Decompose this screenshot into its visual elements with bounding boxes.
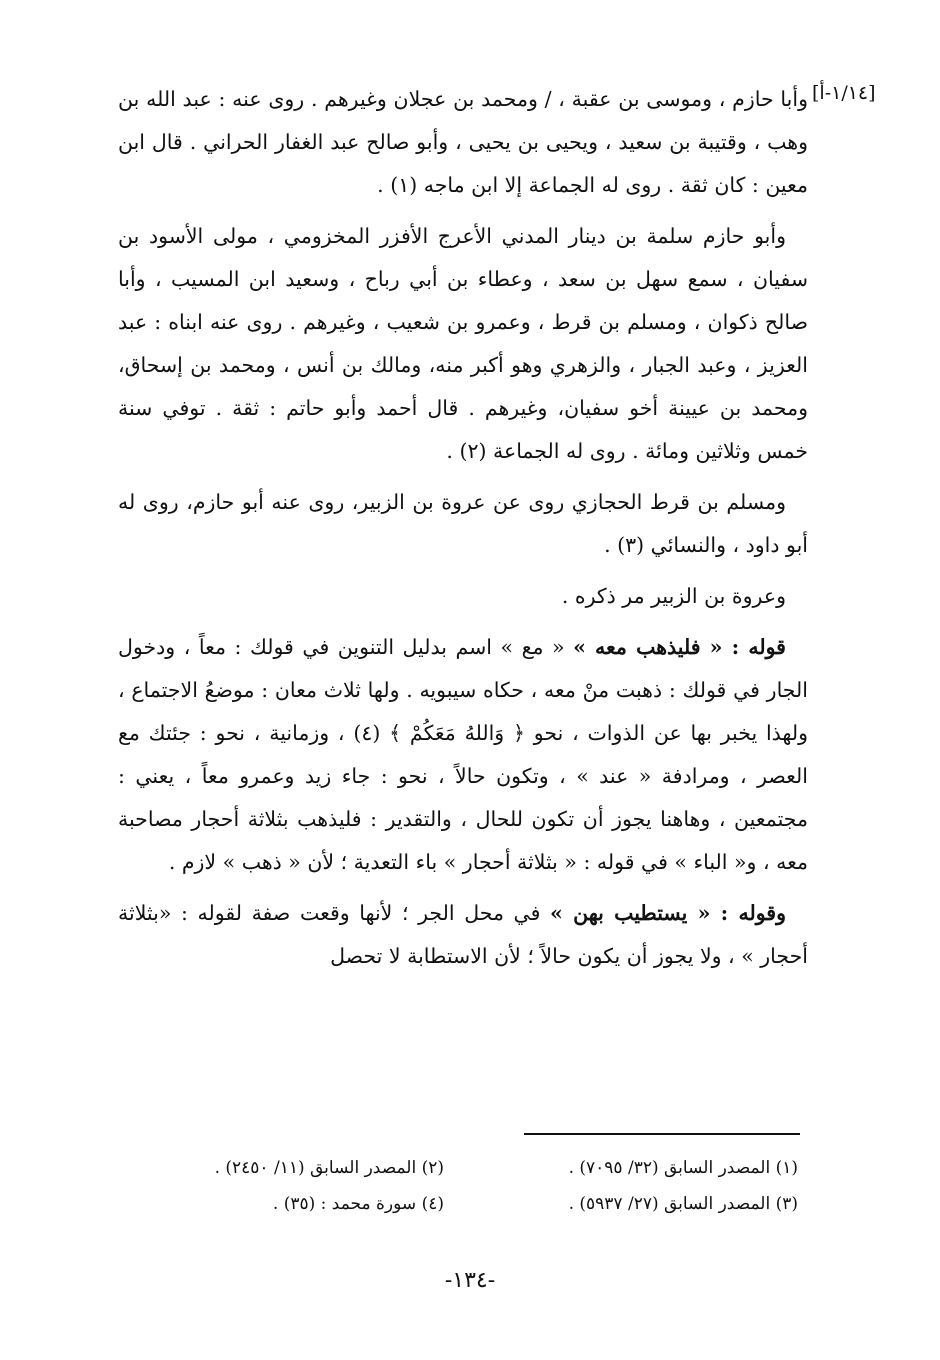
- text-line: الأسود بن سفيان ، سمع سهل بن سعد ، وعطاء بن أبي رباح ، وسعيد: [118, 224, 808, 291]
- text-line: روى له الجماعة (٢) .: [446, 439, 626, 463]
- footnote-3: (٣) المصدر السابق (٢٧/ ٥٩٣٧) .: [568, 1194, 798, 1214]
- text-line: وعروة بن الزبير مر ذكره .: [561, 584, 786, 608]
- text-line: وغيرهم . قال أحمد وأبو حاتم : ثقة . توفي سنة خمس وثلاثين ومائة .: [118, 396, 808, 463]
- text-line: وتكون حالاً ، نحو : جاء زيد وعمرو معاً ، يعني : مجتمعين ، وهاهنا: [118, 764, 808, 831]
- paragraph-muslim-bin-qurt: [118, 481, 808, 567]
- footnote-divider: [524, 1133, 800, 1135]
- text-line: « مع » اسم بدليل التنوين في قولك : معاً ،: [183, 635, 574, 659]
- text-line: وأبو حازم سلمة بن دينار المدني الأعرج الأفزر المخزومي ، مولى: [212, 224, 786, 248]
- margin-folio-reference: [١/١٤-أ]: [812, 82, 876, 104]
- text-line: ودخول الجار في قولك : ذهبت منْ معه ، حكاه سيبويه . ولها ثلاث: [118, 635, 808, 702]
- text-line: و« الباء » في قوله : « بثلاثة أحجار » باء التعدية ؛ لأن « ذهب » لازم .: [168, 850, 757, 874]
- text-line: عنه : عبد الله بن وهب ، وقتيبة بن سعيد ، ويحيى بن يحيى ،: [118, 87, 808, 154]
- text-line: يجوز أن تكون للحال ، والتقدير : فليذهب بثلاثة أحجار مصاحبة معه ،: [118, 807, 808, 874]
- text-line: معان : موضعُ الاجتماع ، ولهذا يخبر بها عن الذوات ، نحو ﴿ وَاللهُ: [118, 678, 808, 745]
- text-line: الجماعة إلا ابن ماجه (١) .: [377, 173, 596, 197]
- text-line: وأبا حازم ، وموسى بن عقبة ، / ومحمد بن عجلان وغيرهم . روى: [268, 87, 808, 111]
- text-line: في محل الجر ؛ لأنها وقعت صفة لقوله :: [181, 901, 551, 925]
- text-line: «بثلاثة أحجار » ، ولا يجوز أن يكون حالاً ؛ لأن الاستطابة لا تحصل: [118, 901, 808, 968]
- page-number: -١٣٤-: [444, 1268, 496, 1293]
- paragraph-salama-bin-dinar: [118, 215, 808, 473]
- paragraph-yastatib-bihinna: [118, 892, 808, 978]
- paragraph-abu-hazim-narrators: [118, 78, 808, 207]
- text-line: مَعَكُمْ ﴾ (٤) ، وزمانية ، نحو : جئتك مع العصر ، ومرادفة « عند » ،: [118, 721, 808, 788]
- text-line: وأبو صالح عبد الغفار الحراني . قال ابن معين : كان ثقة . روى له: [118, 130, 808, 197]
- text-line: روى له أبو داود ، والنسائي (٣) .: [118, 490, 808, 557]
- bold-lead-phrase: قوله : « فليذهب معه »: [573, 635, 786, 659]
- text-line: منه، ومالك بن أنس ، ومحمد بن إسحاق، ومحمد بن عيينة أخو سفيان،: [118, 353, 808, 420]
- footnote-2: (٢) المصدر السابق (١١/ ٢٤٥٠) .: [214, 1158, 444, 1178]
- footnote-1: (١) المصدر السابق (٣٢/ ٧٠٩٥) .: [568, 1158, 798, 1178]
- paragraph-urwa: [118, 575, 808, 618]
- text-line: ومسلم بن قرط الحجازي روى عن عروة بن الزبير، روى عنه أبو حازم،: [186, 490, 786, 514]
- footnote-4: (٤) سورة محمد : (٣٥) .: [272, 1194, 444, 1214]
- text-line: وغيرهم . روى عنه ابناه : عبد العزيز ، وعبد الجبار ، والزهري وهو أكبر: [118, 310, 808, 377]
- bold-lead-phrase: وقوله : « يستطيب بهن »: [550, 901, 786, 925]
- text-line: ابن المسيب ، وأبا صالح ذكوان ، ومسلم بن قرط ، وعمرو بن شعيب ،: [118, 267, 808, 334]
- main-text: [118, 78, 808, 986]
- paragraph-falyadhhab-maahu: [118, 626, 808, 884]
